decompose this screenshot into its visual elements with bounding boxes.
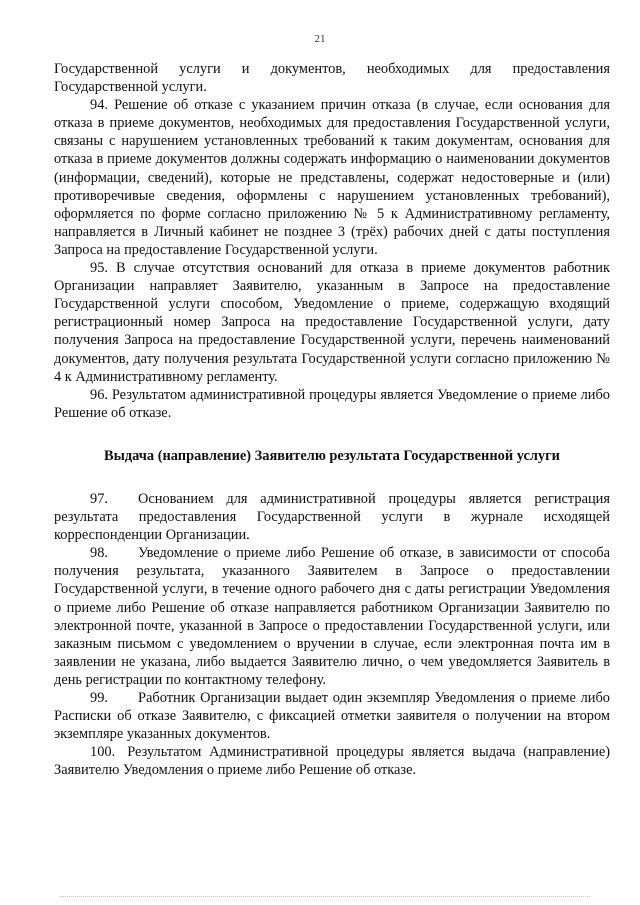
item-number: 98. xyxy=(90,545,108,562)
item-text: Уведомление о приеме либо Решение об отказе, в зависимости от способа получения результата, указанного Заявителем в Запросе о предоставлении Государственной услуги, в течение одного рабочего дня с даты регистрации Уведомления о приеме либо Решение об отказе направляется работником Организации Заявителю по электронной почте, указанной в Запросе о предоставлении Государственной услуги, или заказным письмом с уведомлением о вручении в случае, если электронная почта им в заявлении не указана, либо выдается Заявителю лично, о чем уведомляется Заявитель в день регистрации по контактному телефону. xyxy=(54,545,610,688)
item-text: Результатом Административной процедуры является выдача (направление) Заявителю Уведомления о приеме либо Решение об отказе. xyxy=(54,744,610,779)
item-number: 99. xyxy=(90,690,108,706)
paragraph-continuation: Государственной услуги и документов, необходимых для предоставления Государственной услуги. xyxy=(54,61,610,96)
section-heading: Выдача (направление) Заявителю результата Государственной услуги xyxy=(104,447,560,464)
item-text: Работник Организации выдает один экземпляр Уведомления о приеме либо Расписки об отказе Заявителю, с фиксацией отметки заявителя о получении на втором экземпляре указанных документов. xyxy=(54,690,610,743)
paragraph-95: 95. В случае отсутствия оснований для отказа в приеме документов работник Организации направляет Заявителю, указанным в Запросе на предоставление Государственной услуги способом, Уведомление о приеме, содержащую входящий регистрационный номер Запроса на предоставление Государственной услуги, дату получения Запроса на предоставление Государственной услуги, перечень наименований документов, дату получения результата Государственной услуги согласно приложению № 4 к Административному регламенту. xyxy=(54,260,610,385)
paragraph-97 xyxy=(54,490,610,544)
paragraph-99 xyxy=(54,689,610,743)
paragraph-100 xyxy=(54,743,610,779)
paragraph-96: 96. Результатом административной процедуры является Уведомление о приеме либо Решение об отказе. xyxy=(54,386,610,421)
paragraph-94: 94. Решение об отказе с указанием причин отказа (в случае, если основания для отказа в приеме документов, необходимых для предоставления Государственной услуги, связаны с нарушением установленных требований к таким документам, основания для отказа в приеме документов должны содержать информацию о наименовании документов (информации, сведений), которые не представлены, содержат недостоверные и (или) противоречивые сведения, оформлены с нарушением установленных требований), оформляется по форме согласно приложению № 5 к Административному регламенту, направляется в Личный кабинет не позднее 3 (трёх) рабочих дней с даты поступления Запроса на предоставление Государственной услуги. xyxy=(54,97,610,258)
item-number: 100. xyxy=(90,744,116,761)
document-body xyxy=(54,60,610,779)
item-number: 97. xyxy=(90,490,108,507)
item-text: Основанием для административной процедуры является регистрация результата предоставления Государственной услуги в журнале исходящей корреспонденции Организации. xyxy=(54,490,610,544)
page-number: 21 xyxy=(314,33,326,45)
scan-artifact-line xyxy=(60,896,590,897)
paragraph-98 xyxy=(54,544,610,689)
